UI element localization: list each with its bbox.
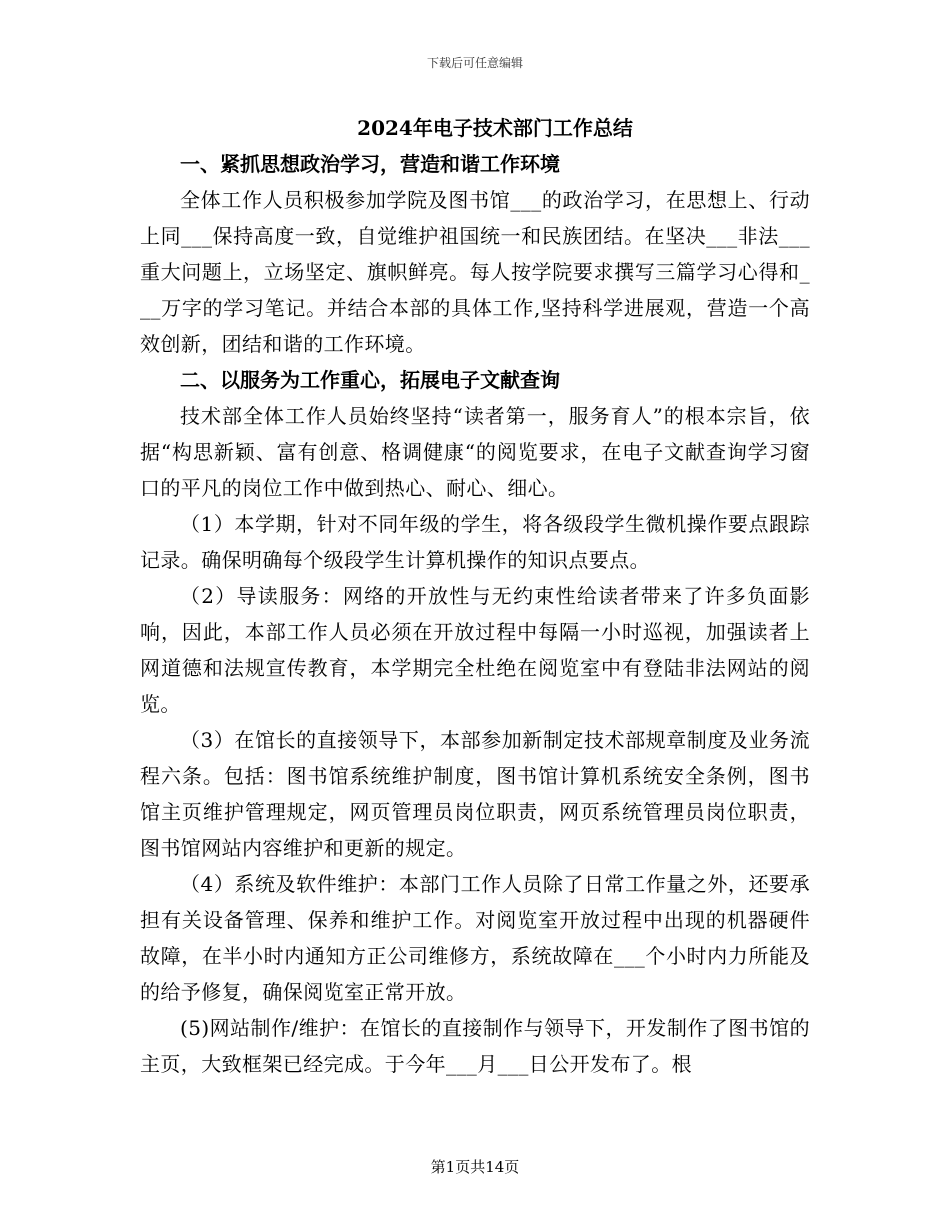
paragraph: （4）系统及软件维护：本部门工作人员除了日常工作量之外，还要承担有关设备管理、保养和维护工作。对阅览室开放过程中出现的机器硬件故障，在半小时内通知方正公司维修方，系统故障在___个小时内力所能及的给予修复，确保阅览室正常开放。 (140, 872, 810, 1004)
document-title: 2024年电子技术部门工作总结 (357, 116, 633, 140)
paragraph: （3）在馆长的直接领导下，本部参加新制定技术部规章制度及业务流程六条。包括：图书馆系统维护制度，图书馆计算机系统安全条例，图书馆主页维护管理规定，网页管理员岗位职责，网页系统管理员岗位职责，图书馆网站内容维护和更新的规定。 (140, 728, 810, 860)
page-header-note: 下载后可任意编辑 (426, 56, 523, 70)
section-heading-1: 一、紧抓思想政治学习，营造和谐工作环境 (180, 152, 560, 176)
paragraph: （1）本学期，针对不同年级的学生，将各级段学生微机操作要点跟踪记录。确保明确每个级段学生计算机操作的知识点要点。 (140, 512, 810, 572)
page-number: 第1页共14页 (430, 1158, 520, 1176)
paragraph: 技术部全体工作人员始终坚持“读者第一，服务育人”的根本宗旨，依据“构思新颖、富有创意、格调健康“的阅览要求，在电子文献查询学习窗口的平凡的岗位工作中做到热心、耐心、细心。 (140, 404, 810, 500)
paragraph: 全体工作人员积极参加学院及图书馆___的政治学习，在思想上、行动上同___保持高度一致，自觉维护祖国统一和民族团结。在坚决___非法___重大问题上，立场坚定、旗帜鲜亮。每人按学院要求撰写三篇学习心得和___万字的学习笔记。并结合本部的具体工作,坚持科学进展观，营造一个高效创新，团结和谐的工作环境。 (140, 188, 810, 356)
paragraph: （2）导读服务：网络的开放性与无约束性给读者带来了许多负面影响，因此，本部工作人员必须在开放过程中每隔一小时巡视，加强读者上网道德和法规宣传教育，本学期完全杜绝在阅览室中有登陆非法网站的阅览。 (140, 584, 810, 716)
section-heading-2: 二、以服务为工作重心，拓展电子文献查询 (180, 368, 560, 392)
paragraph: (5)网站制作/维护：在馆长的直接制作与领导下，开发制作了图书馆的主页，大致框架已经完成。于今年___月___日公开发布了。根 (140, 1016, 810, 1076)
document-body (140, 110, 810, 1082)
